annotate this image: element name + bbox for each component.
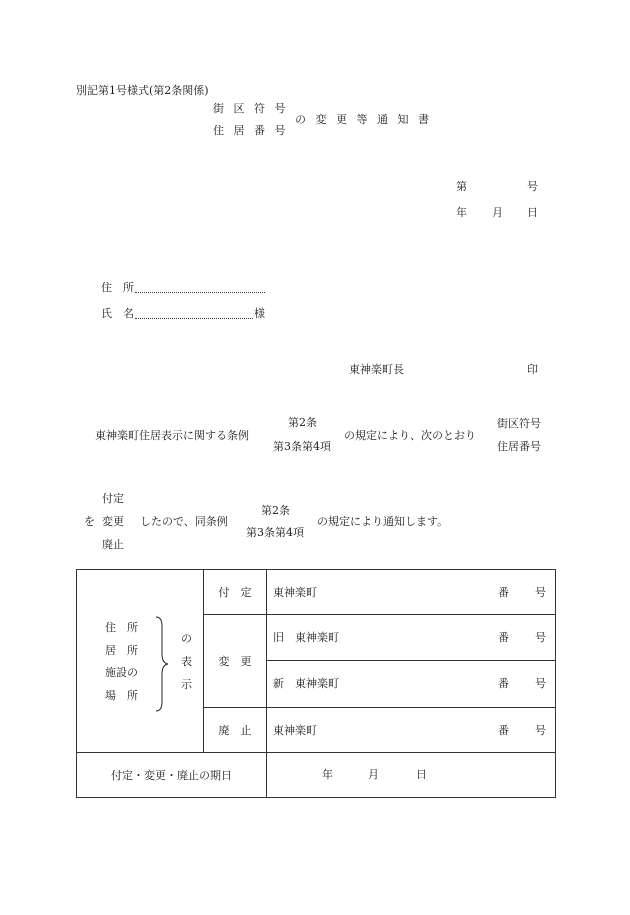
- doc-number-go: 号: [527, 180, 538, 193]
- effective-day: 日: [416, 767, 427, 781]
- left-item-place: 場 所: [105, 689, 138, 702]
- option-assign: 付定: [102, 492, 124, 505]
- name-label: 氏 名: [101, 307, 134, 320]
- row-abolish: [267, 707, 556, 752]
- display-ji: 示: [181, 678, 192, 691]
- effective-year: 年: [322, 767, 333, 781]
- row-old-prefix: 旧: [273, 631, 284, 645]
- row-new-ban: 番: [498, 677, 509, 691]
- body2-clause-3-4: 第3条第4項: [246, 526, 304, 539]
- form-label: 別記第1号様式(第2条関係): [76, 84, 209, 97]
- row-old-ban: 番: [498, 631, 509, 645]
- issuer-name: 東神楽町長: [349, 363, 404, 376]
- clause-2: 第2条: [288, 416, 317, 429]
- row-new-prefix: 新: [273, 677, 284, 691]
- row-assign-ban: 番: [498, 586, 509, 599]
- row-abolish-town: 東神楽町: [273, 723, 317, 737]
- body2-text2: の規定により通知します。: [317, 515, 449, 528]
- seal-mark: 印: [527, 363, 538, 376]
- title-suffix: の 変 更 等 通 知 書: [295, 113, 432, 126]
- row-change-old: [267, 615, 556, 661]
- option-change: 変更: [102, 515, 124, 528]
- row-change-new: [267, 661, 556, 707]
- row-abolish-ban: 番: [498, 723, 509, 737]
- type-assign: 付 定: [204, 570, 267, 615]
- row-abolish-go: 号: [535, 723, 546, 737]
- effective-date-cell: [267, 752, 556, 797]
- row-new-go: 号: [535, 677, 546, 691]
- row-new-town: 東神楽町: [295, 677, 339, 691]
- target-number: 住居番号: [497, 440, 541, 453]
- doc-number-dai: 第: [456, 180, 467, 193]
- particle-wo: を: [84, 515, 95, 528]
- effective-month: 月: [368, 767, 379, 781]
- display-no: の: [181, 632, 192, 645]
- body1-middle: の規定により、次のとおり: [344, 429, 476, 442]
- honorific: 様: [254, 307, 265, 320]
- doc-date-year: 年: [456, 206, 467, 219]
- address-change-table: [76, 569, 556, 798]
- row-assign-town: 東神楽町: [273, 586, 317, 599]
- curly-brace-icon: [154, 616, 170, 712]
- left-item-facility: 施設の: [105, 666, 138, 679]
- title-line2: 住 居 番 号: [213, 124, 289, 137]
- clause-3-4: 第3条第4項: [273, 440, 331, 453]
- row-old-go: 号: [535, 631, 546, 645]
- effective-date-label: 付定・変更・廃止の期日: [77, 752, 267, 797]
- row-assign: [267, 570, 556, 615]
- left-item-address: 住 所: [105, 621, 138, 634]
- left-item-residence: 居 所: [105, 644, 138, 657]
- doc-date-day: 日: [527, 206, 538, 219]
- name-line: [135, 318, 253, 319]
- target-block: 街区符号: [497, 417, 541, 430]
- title-line1: 街 区 符 号: [213, 102, 289, 115]
- row-old-town: 東神楽町: [295, 631, 339, 645]
- type-abolish: 廃 止: [204, 707, 267, 752]
- type-change: 変 更: [204, 615, 267, 707]
- option-abolish: 廃止: [102, 538, 124, 551]
- location-display-cell: [77, 570, 204, 753]
- doc-date-month: 月: [492, 206, 503, 219]
- address-line: [135, 292, 265, 293]
- body2-text1: したので、同条例: [140, 515, 228, 528]
- row-assign-go: 号: [535, 586, 546, 599]
- body2-clause-2: 第2条: [261, 504, 290, 517]
- display-hyo: 表: [181, 655, 192, 668]
- ordinance-name: 東神楽町住居表示に関する条例: [95, 429, 249, 442]
- address-label: 住 所: [101, 281, 134, 294]
